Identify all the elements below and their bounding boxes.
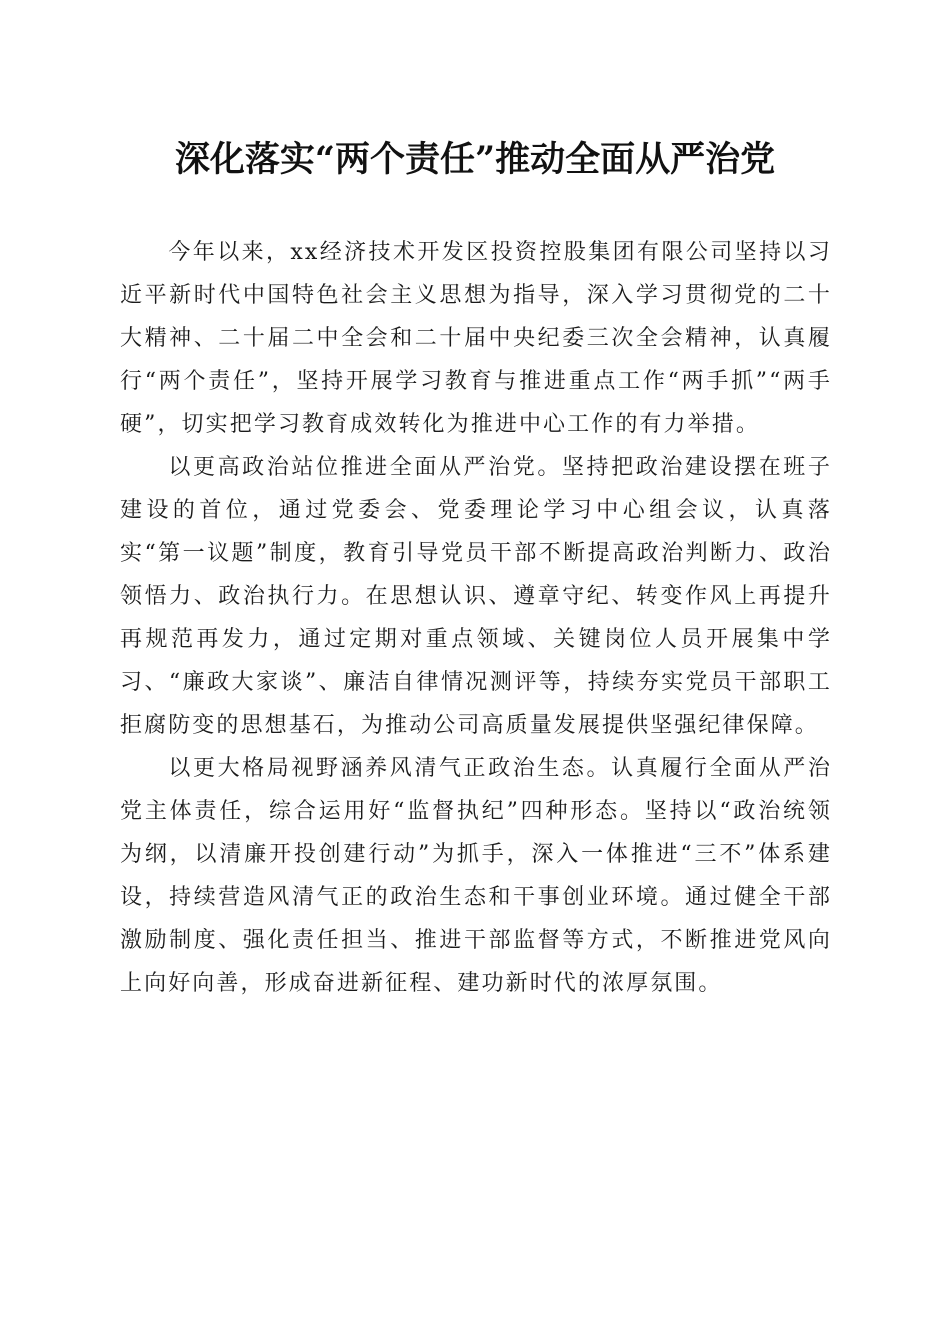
document-title: 深化落实“两个责任”推动全面从严治党 xyxy=(174,139,776,180)
document-body xyxy=(120,231,832,1005)
paragraph-intro: 今年以来，xx经济技术开发区投资控股集团有限公司坚持以习近平新时代中国特色社会主义思想为指导，深入学习贯彻党的二十大精神、二十届二中全会和二十届中央纪委三次全会精神，认真履行“两个责任”，坚持开展学习教育与推进重点工作“两手抓”“两手硬”，切实把学习教育成效转化为推进中心工作的有力举措。 xyxy=(120,240,832,437)
paragraph-political-ecology: 以更大格局视野涵养风清气正政治生态。认真履行全面从严治党主体责任，综合运用好“监督执纪”四种形态。坚持以“政治统领为纲，以清廉开投创建行动”为抓手，深入一体推进“三不”体系建设，持续营造风清气正的政治生态和干事创业环境。通过健全干部激励制度、强化责任担当、推进干部监督等方式，不断推进党风向上向好向善，形成奋进新征程、建功新时代的浓厚氛围。 xyxy=(120,756,832,996)
paragraph-political-stance: 以更高政治站位推进全面从严治党。坚持把政治建设摆在班子建设的首位，通过党委会、党委理论学习中心组会议，认真落实“第一议题”制度，教育引导党员干部不断提高政治判断力、政治领悟力、政治执行力。在思想认识、遵章守纪、转变作风上再提升再规范再发力，通过定期对重点领域、关键岗位人员开展集中学习、“廉政大家谈”、廉洁自律情况测评等，持续夯实党员干部职工拒腐防变的思想基石，为推动公司高质量发展提供坚强纪律保障。 xyxy=(120,455,832,738)
